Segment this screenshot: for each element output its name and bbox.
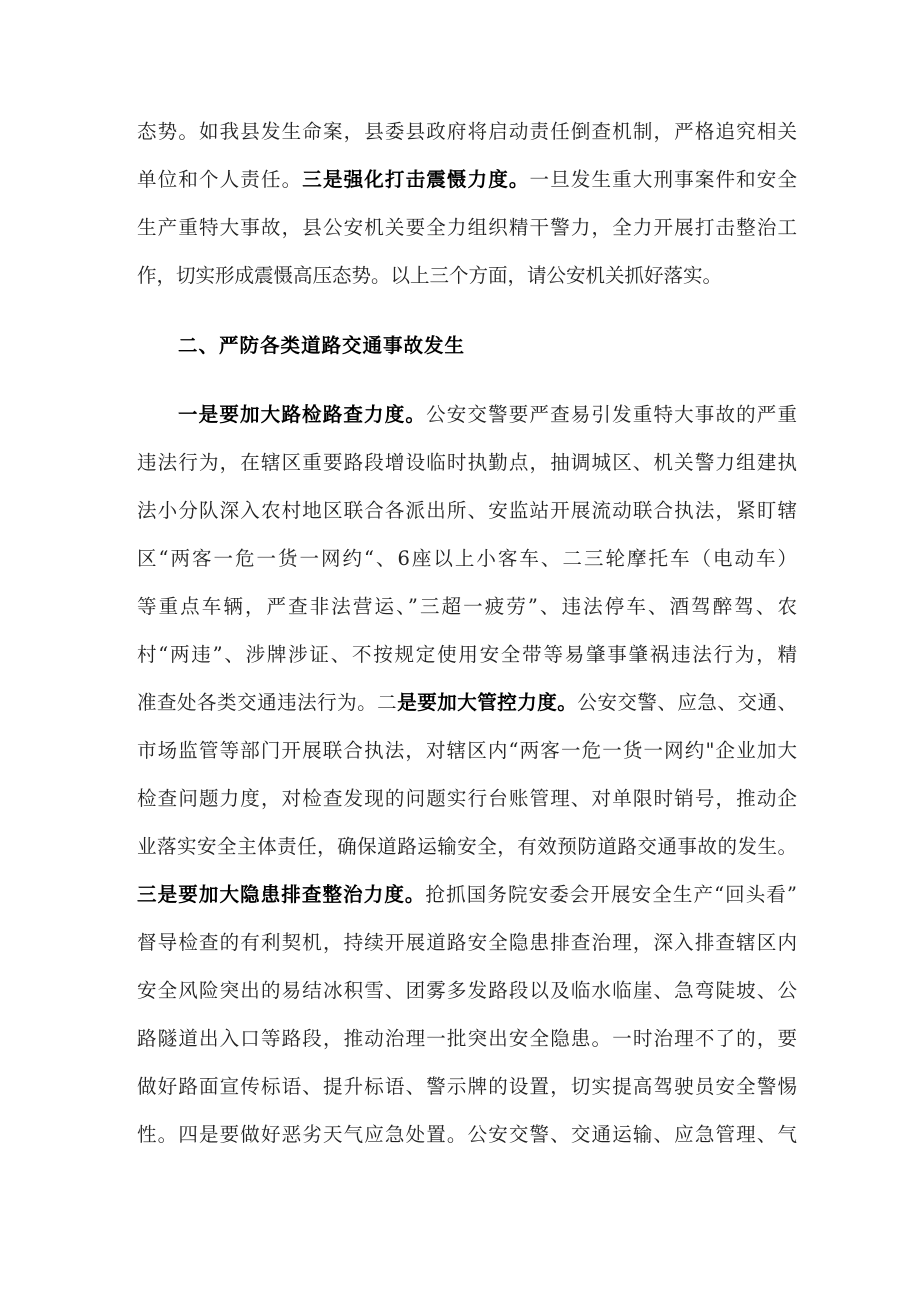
- paragraph-2-line-6: 村“两违”、涉牌涉证、不按规定使用安全带等易肇事肇祸违法行为，精: [137, 643, 797, 666]
- bold-phrase: 是要加大管控力度。: [397, 691, 578, 714]
- text-run: 单位和个人责任。: [137, 168, 303, 191]
- paragraph-2-line-9: 检查问题力度，对检查发现的问题实行台账管理、对单限时销号，推动企: [137, 787, 797, 810]
- paragraph-2-line-4: 区“两客一危一货一网约“、6座以上小客车、二三轮摩托车（电动车）: [137, 547, 797, 570]
- paragraph-2-line-5: 等重点车辆，严查非法营运、”三超一疲劳”、违法停车、酒驾醉驾、农: [137, 595, 797, 618]
- paragraph-2-line-12: 督导检查的有利契机，持续开展道路安全隐患排查治理，深入排查辖区内: [137, 931, 797, 954]
- bold-phrase: 三是强化打击震慑力度。: [302, 168, 530, 191]
- paragraph-1-line-3: 生产重特大事故，县公安机关要全力组织精干警力，全力开展打击整治工: [137, 216, 797, 239]
- paragraph-1-line-4: 作，切实形成震慑高压态势。以上三个方面，请公安机关抓好落实。: [137, 264, 723, 287]
- bold-phrase: 三是要加大隐患排查整治力度。: [137, 883, 426, 906]
- paragraph-1-line-1: 态势。如我县发生命案，县委县政府将启动责任倒查机制，严格追究相关: [137, 120, 797, 143]
- paragraph-2-line-8: 市场监管等部门开展联合执法，对辖区内“两客一危一货一网约"企业加大: [137, 739, 797, 762]
- paragraph-2-line-7: [137, 687, 797, 719]
- paragraph-2-line-15: 做好路面宣传标语、提升标语、警示牌的设置，切实提高驾驶员安全警惕: [137, 1075, 797, 1098]
- paragraph-2-line-10: 业落实安全主体责任，确保道路运输安全，有效预防道路交通事故的发生。: [137, 835, 797, 858]
- paragraph-2-line-13: 安全风险突出的易结冰积雪、团雾多发路段以及临水临崖、急弯陡坡、公: [137, 979, 797, 1002]
- paragraph-2-line-16: 性。四是要做好恶劣天气应急处置。公安交警、交通运输、应急管理、气: [137, 1123, 797, 1146]
- section-heading: 二、严防各类道路交通事故发生: [178, 334, 466, 357]
- bold-phrase: 一是要加大路检路查力度。: [178, 403, 427, 426]
- paragraph-2-line-2: 违法行为，在辖区重要路段增设临时执勤点，抽调城区、机关警力组建执: [137, 451, 797, 474]
- paragraph-2-line-1: [178, 399, 797, 431]
- paragraph-2-line-11: [137, 879, 797, 911]
- text-run: 公安交警要严查易引发重特大事故的严重: [426, 403, 797, 426]
- paragraph-2-line-14: 路隧道出入口等路段，推动治理一批突出安全隐患。一时治理不了的，要: [137, 1027, 797, 1050]
- paragraph-1-line-2: [137, 164, 797, 196]
- text-run: 公安交警、应急、交通、: [577, 691, 797, 714]
- text-run: 抢抓国务院安委会开展安全生产“回头看”: [425, 883, 797, 906]
- paragraph-2-line-3: 法小分队深入农村地区联合各派出所、安监站开展流动联合执法，紧盯辖: [137, 499, 797, 522]
- text-run: 一旦发生重大刑事案件和安全: [529, 168, 797, 191]
- text-run: 准查处各类交通违法行为。二: [137, 691, 398, 714]
